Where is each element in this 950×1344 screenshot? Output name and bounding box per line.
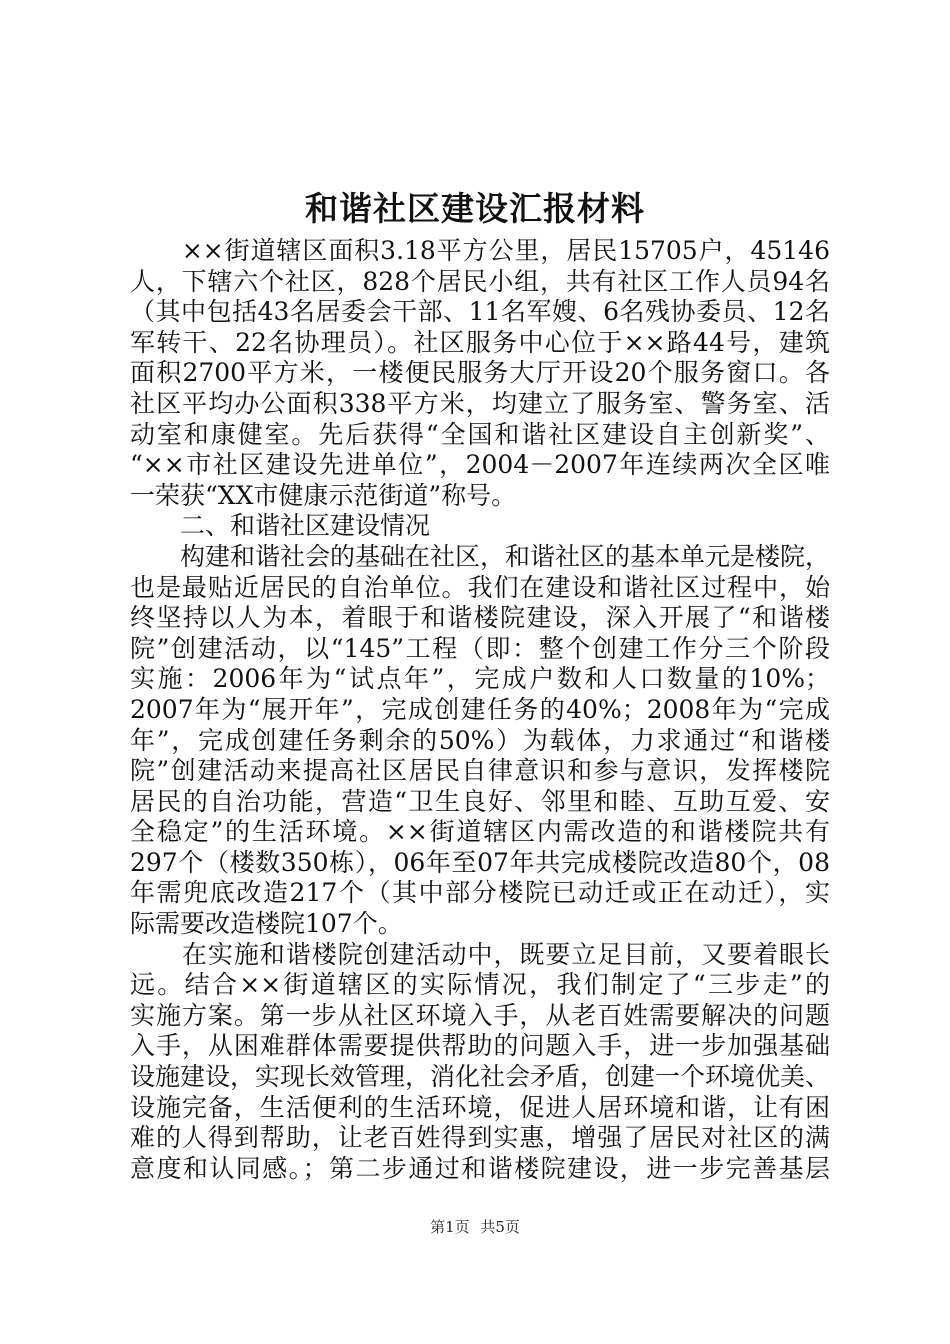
section-heading: 二、和谐社区建设情况 bbox=[130, 511, 431, 541]
document-title: 和谐社区建设汇报材料 bbox=[305, 189, 645, 228]
paragraph-line: 终坚持以人为本，着眼于和谐楼院建设，深入开展了“和谐楼 bbox=[130, 603, 830, 633]
paragraph-line: 全稳定”的生活环境。××街道辖区内需改造的和谐楼院共有 bbox=[130, 817, 830, 847]
paragraph-line: 设施完备，生活便利的生活环境，促进人居环境和谐，让有困 bbox=[130, 1092, 830, 1122]
paragraph-line: 年”，完成创建任务剩余的50%）为载体，力求通过“和谐楼 bbox=[130, 725, 830, 755]
paragraph-line: 面积2700平方米，一楼便民服务大厅开设20个服务窗口。各 bbox=[130, 358, 830, 388]
paragraph-line: ××街道辖区面积3.18平方公里，居民15705户，45146 bbox=[130, 236, 830, 265]
document-body bbox=[130, 236, 830, 1184]
paragraph-line: 社区平均办公面积338平方米，均建立了服务室、警务室、活 bbox=[130, 388, 830, 418]
paragraph-line: 军转干、22名协理员）。社区服务中心位于××路44号，建筑 bbox=[130, 327, 830, 357]
page-number: 第1页 bbox=[430, 1218, 470, 1236]
paragraph-line: 297个（楼数350栋），06年至07年共完成楼院改造80个，08 bbox=[130, 847, 830, 877]
page-total: 共5页 bbox=[480, 1218, 520, 1236]
paragraph-line: 院”创建活动来提高社区居民自律意识和参与意识，发挥楼院 bbox=[130, 756, 830, 786]
paragraph-line: 年需兜底改造217个（其中部分楼院已动迁或正在动迁），实 bbox=[130, 878, 830, 908]
paragraph-line: 居民的自治功能，营造“卫生良好、邻里和睦、互助互爱、安 bbox=[130, 786, 830, 816]
paragraph-line: “××市社区建设先进单位”，2004－2007年连续两次全区唯 bbox=[130, 450, 830, 480]
paragraph-line: 人，下辖六个社区，828个居民小组，共有社区工作人员94名 bbox=[130, 266, 830, 296]
paragraph-line: 难的人得到帮助，让老百姓得到实惠，增强了居民对社区的满 bbox=[130, 1123, 830, 1153]
paragraph-line: 动室和康健室。先后获得“全国和谐社区建设自主创新奖”、 bbox=[130, 419, 830, 449]
paragraph-line: 构建和谐社会的基础在社区，和谐社区的基本单元是楼院， bbox=[130, 541, 830, 571]
paragraph-line: 实施方案。第一步从社区环境入手，从老百姓需要解决的问题 bbox=[130, 1000, 830, 1030]
page-footer bbox=[0, 1217, 950, 1237]
paragraph-line: 实施：2006年为“试点年”，完成户数和人口数量的10%； bbox=[130, 664, 830, 694]
paragraph-line: 意度和认同感。；第二步通过和谐楼院建设，进一步完善基层 bbox=[130, 1153, 830, 1183]
paragraph-line: 际需要改造楼院107个。 bbox=[130, 909, 403, 939]
paragraph-line: 入手，从困难群体需要提供帮助的问题入手，进一步加强基础 bbox=[130, 1031, 830, 1061]
paragraph-line: 2007年为“展开年”，完成创建任务的40%；2008年为“完成 bbox=[130, 694, 830, 724]
paragraph-line: 一荣获“XX市健康示范街道”称号。 bbox=[130, 480, 517, 510]
paragraph-line: 院”创建活动，以“145”工程（即：整个创建工作分三个阶段 bbox=[130, 633, 830, 663]
paragraph-line: 设施建设，实现长效管理，消化社会矛盾，创建一个环境优美、 bbox=[130, 1062, 830, 1092]
paragraph-line: 在实施和谐楼院创建活动中，既要立足目前，又要着眼长 bbox=[130, 939, 830, 969]
paragraph-line: （其中包括43名居委会干部、11名军嫂、6名残协委员、12名 bbox=[130, 297, 830, 327]
paragraph-line: 也是最贴近居民的自治单位。我们在建设和谐社区过程中，始 bbox=[130, 572, 830, 602]
paragraph-line: 远。结合××街道辖区的实际情况，我们制定了“三步走”的 bbox=[130, 970, 830, 1000]
